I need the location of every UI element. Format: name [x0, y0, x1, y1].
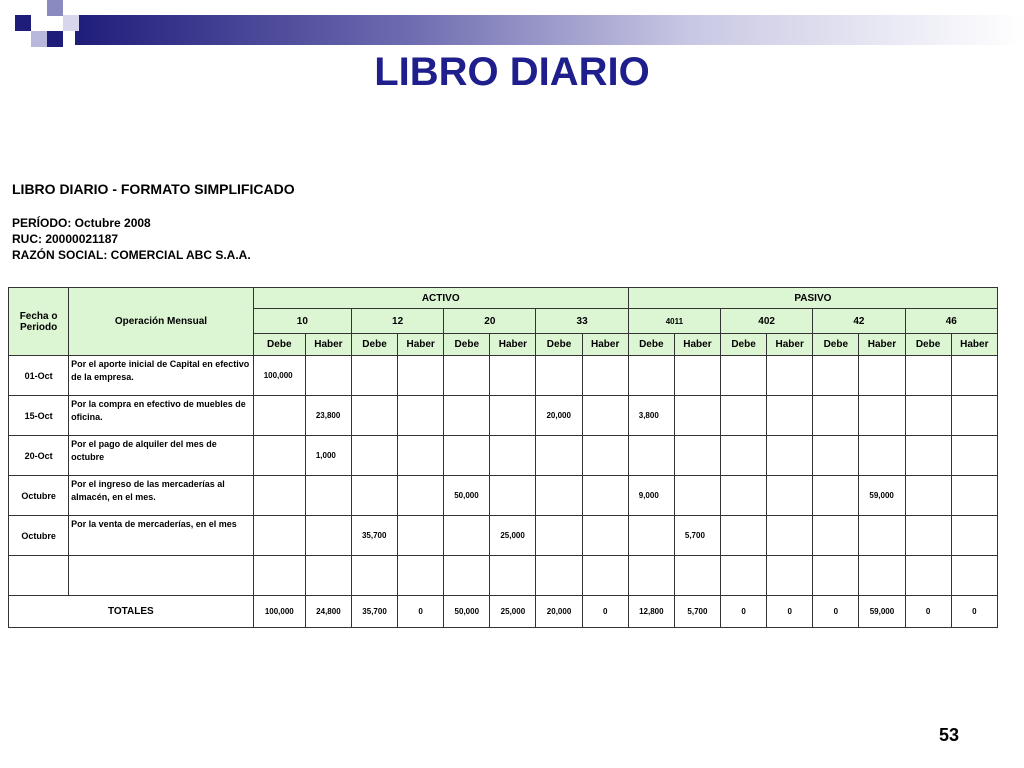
account-header: 12 [351, 309, 443, 334]
amount-cell [721, 356, 767, 396]
account-header: 46 [905, 309, 998, 334]
table-row [9, 396, 998, 436]
debe-header: Debe [351, 334, 397, 356]
amount-cell [490, 436, 536, 476]
amount-cell [721, 556, 767, 596]
amount-cell [951, 556, 997, 596]
col-header-fecha: Fecha o Periodo [9, 288, 69, 356]
page-number: 53 [939, 725, 960, 745]
col-header-operacion: Operación Mensual [69, 288, 254, 356]
decorative-square [63, 15, 79, 31]
total-cell: 5,700 [674, 596, 720, 628]
debe-header: Debe [628, 334, 674, 356]
amount-cell [859, 396, 905, 436]
amount-cell: 9,000 [628, 476, 674, 516]
date-cell: Octubre [9, 476, 69, 516]
total-cell: 50,000 [444, 596, 490, 628]
date-cell: Octubre [9, 516, 69, 556]
amount-cell [536, 476, 582, 516]
debe-header: Debe [721, 334, 767, 356]
amount-cell [398, 396, 444, 436]
amount-cell [813, 556, 859, 596]
amount-cell [721, 516, 767, 556]
total-cell: 100,000 [253, 596, 305, 628]
amount-cell [582, 436, 628, 476]
amount-cell [305, 476, 351, 516]
amount-cell [536, 556, 582, 596]
amount-cell [628, 556, 674, 596]
amount-cell: 20,000 [536, 396, 582, 436]
amount-cell [813, 476, 859, 516]
haber-header: Haber [398, 334, 444, 356]
amount-cell [628, 436, 674, 476]
amount-cell [582, 396, 628, 436]
amount-cell [398, 356, 444, 396]
amount-cell [674, 436, 720, 476]
haber-header: Haber [674, 334, 720, 356]
amount-cell [351, 476, 397, 516]
total-cell: 0 [721, 596, 767, 628]
amount-cell [490, 556, 536, 596]
amount-cell [444, 356, 490, 396]
amount-cell: 5,700 [674, 516, 720, 556]
date-cell [9, 556, 69, 596]
amount-cell [767, 516, 813, 556]
amount-cell: 25,000 [490, 516, 536, 556]
account-header: 33 [536, 309, 628, 334]
amount-cell [951, 396, 997, 436]
amount-cell [582, 356, 628, 396]
haber-header: Haber [582, 334, 628, 356]
amount-cell [536, 516, 582, 556]
amount-cell [905, 556, 951, 596]
amount-cell [674, 396, 720, 436]
amount-cell [767, 436, 813, 476]
amount-cell [490, 396, 536, 436]
debe-header: Debe [444, 334, 490, 356]
amount-cell [351, 356, 397, 396]
total-cell: 20,000 [536, 596, 582, 628]
amount-cell [253, 476, 305, 516]
account-header: 42 [813, 309, 905, 334]
amount-cell [305, 556, 351, 596]
account-header: 20 [444, 309, 536, 334]
table-row [9, 516, 998, 556]
amount-cell [444, 516, 490, 556]
amount-cell [767, 396, 813, 436]
amount-cell [813, 396, 859, 436]
date-cell: 20-Oct [9, 436, 69, 476]
total-cell: 0 [813, 596, 859, 628]
amount-cell [305, 516, 351, 556]
table-row [9, 556, 998, 596]
amount-cell [905, 396, 951, 436]
total-cell: 59,000 [859, 596, 905, 628]
debe-header: Debe [905, 334, 951, 356]
amount-cell [398, 436, 444, 476]
description-cell: Por el pago de alquiler del mes de octubre [69, 436, 254, 476]
amount-cell [674, 356, 720, 396]
total-cell: 24,800 [305, 596, 351, 628]
group-header-pasivo: PASIVO [628, 288, 997, 309]
header-gradient-bar [75, 15, 1024, 45]
amount-cell [859, 356, 905, 396]
total-cell: 0 [951, 596, 997, 628]
amount-cell [721, 396, 767, 436]
amount-cell [767, 476, 813, 516]
razon-social-line: RAZÓN SOCIAL: COMERCIAL ABC S.A.A. [12, 248, 251, 262]
haber-header: Haber [859, 334, 905, 356]
amount-cell: 59,000 [859, 476, 905, 516]
amount-cell [674, 556, 720, 596]
amount-cell [905, 516, 951, 556]
total-cell: 0 [767, 596, 813, 628]
description-cell [69, 556, 254, 596]
amount-cell [351, 436, 397, 476]
amount-cell [767, 356, 813, 396]
haber-header: Haber [951, 334, 997, 356]
amount-cell [951, 356, 997, 396]
haber-header: Haber [767, 334, 813, 356]
amount-cell [444, 436, 490, 476]
group-header-activo: ACTIVO [253, 288, 628, 309]
amount-cell [813, 436, 859, 476]
account-header: 402 [721, 309, 813, 334]
account-header: 10 [253, 309, 351, 334]
total-cell: 35,700 [351, 596, 397, 628]
amount-cell [582, 516, 628, 556]
amount-cell [398, 516, 444, 556]
amount-cell [859, 436, 905, 476]
amount-cell [351, 396, 397, 436]
amount-cell [628, 356, 674, 396]
totals-label: TOTALES [9, 596, 254, 628]
total-cell: 0 [398, 596, 444, 628]
amount-cell [444, 396, 490, 436]
date-cell: 01-Oct [9, 356, 69, 396]
amount-cell: 35,700 [351, 516, 397, 556]
amount-cell [721, 476, 767, 516]
amount-cell: 1,000 [305, 436, 351, 476]
total-cell: 12,800 [628, 596, 674, 628]
total-cell: 25,000 [490, 596, 536, 628]
amount-cell [253, 516, 305, 556]
decorative-square [31, 31, 47, 47]
haber-header: Haber [305, 334, 351, 356]
amount-cell [721, 436, 767, 476]
amount-cell [351, 556, 397, 596]
amount-cell: 23,800 [305, 396, 351, 436]
amount-cell [490, 476, 536, 516]
debe-header: Debe [813, 334, 859, 356]
amount-cell [398, 556, 444, 596]
total-cell: 0 [582, 596, 628, 628]
table-row [9, 436, 998, 476]
amount-cell [490, 356, 536, 396]
amount-cell [905, 476, 951, 516]
amount-cell [813, 516, 859, 556]
period-line: PERÍODO: Octubre 2008 [12, 216, 151, 230]
account-header: 4011 [628, 309, 720, 334]
amount-cell [813, 356, 859, 396]
amount-cell [674, 476, 720, 516]
amount-cell [536, 356, 582, 396]
amount-cell [628, 516, 674, 556]
amount-cell [767, 556, 813, 596]
decorative-square [47, 31, 63, 47]
amount-cell [582, 476, 628, 516]
date-cell: 15-Oct [9, 396, 69, 436]
amount-cell [905, 436, 951, 476]
amount-cell [253, 556, 305, 596]
decorative-square [47, 0, 63, 16]
amount-cell [905, 356, 951, 396]
document-heading: LIBRO DIARIO - FORMATO SIMPLIFICADO [12, 181, 295, 197]
ruc-line: RUC: 20000021187 [12, 232, 119, 246]
table-row [9, 476, 998, 516]
amount-cell [859, 516, 905, 556]
amount-cell [951, 436, 997, 476]
amount-cell: 50,000 [444, 476, 490, 516]
description-cell: Por el ingreso de las mercaderías al almacén, en el mes. [69, 476, 254, 516]
amount-cell [305, 356, 351, 396]
description-cell: Por el aporte inicial de Capital en efectivo de la empresa. [69, 356, 254, 396]
haber-header: Haber [490, 334, 536, 356]
description-cell: Por la compra en efectivo de muebles de oficina. [69, 396, 254, 436]
total-cell: 0 [905, 596, 951, 628]
journal-table [8, 287, 998, 628]
decorative-square [15, 15, 31, 31]
amount-cell [859, 556, 905, 596]
table-row [9, 356, 998, 396]
amount-cell [951, 476, 997, 516]
amount-cell [398, 476, 444, 516]
amount-cell: 100,000 [253, 356, 305, 396]
amount-cell [951, 516, 997, 556]
amount-cell [582, 556, 628, 596]
amount-cell [253, 396, 305, 436]
amount-cell [536, 436, 582, 476]
amount-cell: 3,800 [628, 396, 674, 436]
amount-cell [253, 436, 305, 476]
debe-header: Debe [253, 334, 305, 356]
description-cell: Por la venta de mercaderías, en el mes [69, 516, 254, 556]
amount-cell [444, 556, 490, 596]
debe-header: Debe [536, 334, 582, 356]
slide-title: LIBRO DIARIO [374, 50, 650, 94]
